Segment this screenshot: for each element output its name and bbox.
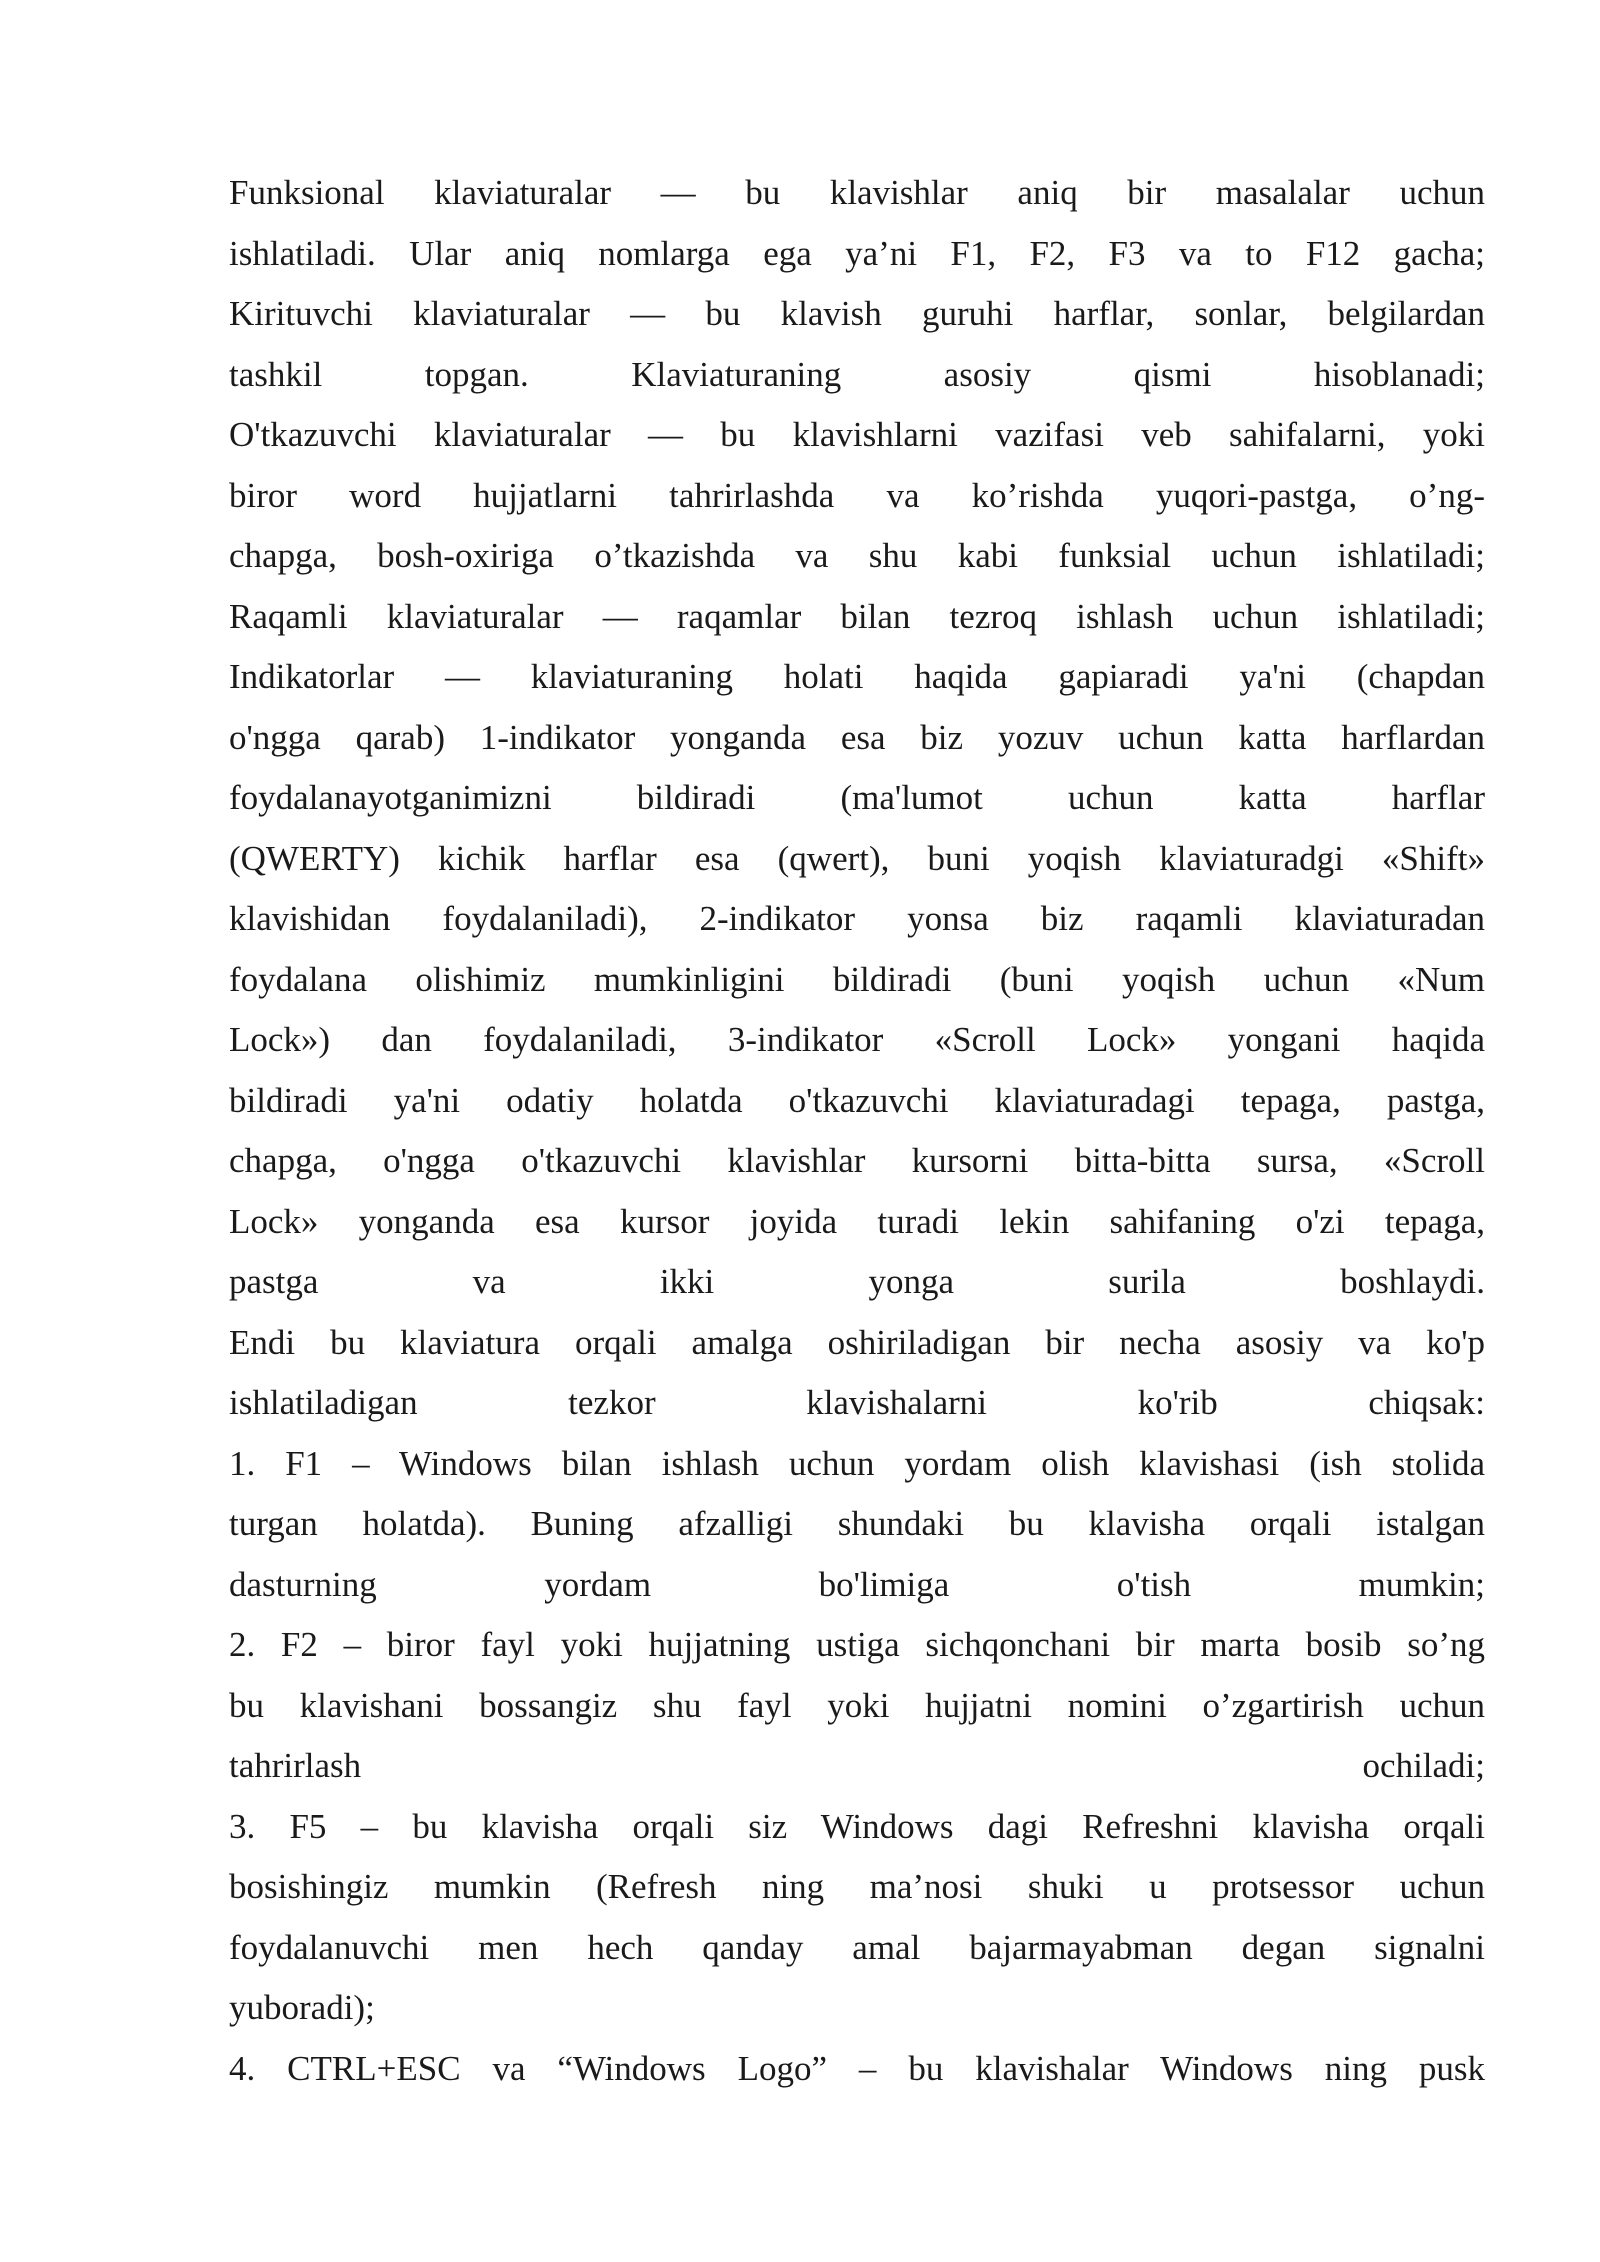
text-line: bildiradi ya'ni odatiy holatda o'tkazuvchi klaviaturadagi tepaga, pastga,	[229, 1080, 1485, 1120]
text-line: ishlatiladi. Ular aniq nomlarga ega ya’ni F1, F2, F3 va to F12 gacha;	[229, 233, 1485, 273]
text-line: Indikatorlar — klaviaturaning holati haqida gapiaradi ya'ni (chapdan	[229, 657, 1485, 696]
text-line: chapga, o'ngga o'tkazuvchi klavishlar kursorni bitta-bitta sursa, «Scroll	[229, 1141, 1485, 1180]
text-line: klavishidan foydalaniladi), 2-indikator yonsa biz raqamli klaviaturadan	[229, 899, 1485, 938]
text-line: yuboradi);	[229, 1988, 375, 2027]
body-text	[229, 163, 1485, 2099]
text-line: Raqamli klaviaturalar — raqamlar bilan tezroq ishlash uchun ishlatiladi;	[229, 596, 1485, 636]
text-line: bu klavishani bossangiz shu fayl yoki hujjatni nomini o’zgartirish uchun	[229, 1685, 1485, 1725]
text-line: turgan holatda). Buning afzalligi shundaki bu klavisha orqali istalgan	[229, 1504, 1485, 1543]
text-line: o'ngga qarab) 1-indikator yonganda esa biz yozuv uchun katta harflardan	[229, 717, 1485, 757]
text-line: 3. F5 – bu klavisha orqali siz Windows dagi Refreshni klavisha orqali	[229, 1806, 1485, 1846]
text-line: tashkil topgan. Klaviaturaning asosiy qismi hisoblanadi;	[229, 354, 1485, 394]
text-line: chapga, bosh-oxiriga o’tkazishda va shu kabi funksial uchun ishlatiladi;	[229, 536, 1485, 575]
text-line: foydalanuvchi men hech qanday amal bajarmayabman degan signalni	[229, 1927, 1485, 1967]
text-line: Lock» yonganda esa kursor joyida turadi lekin sahifaning o'zi tepaga,	[229, 1201, 1485, 1241]
text-line: 1. F1 – Windows bilan ishlash uchun yordam olish klavishasi (ish stolida	[229, 1443, 1485, 1483]
text-line: dasturning yordam bo'limiga o'tish mumkin;	[229, 1564, 1485, 1604]
text-line: pastga va ikki yonga surila boshlaydi.	[229, 1262, 1485, 1301]
text-line: foydalanayotganimizni bildiradi (ma'lumot uchun katta harflar	[229, 778, 1485, 817]
text-line: ishlatiladigan tezkor klavishalarni ko'rib chiqsak:	[229, 1383, 1485, 1422]
text-line: biror word hujjatlarni tahrirlashda va ko’rishda yuqori-pastga, o’ng-	[229, 475, 1485, 515]
text-line: 2. F2 – biror fayl yoki hujjatning ustiga sichqonchani bir marta bosib so’ng	[229, 1625, 1485, 1664]
text-line: (QWERTY) kichik harflar esa (qwert), buni yoqish klaviaturadgi «Shift»	[229, 838, 1485, 878]
text-line: O'tkazuvchi klaviaturalar — bu klavishlarni vazifasi veb sahifalarni, yoki	[229, 415, 1485, 454]
text-line: Endi bu klaviatura orqali amalga oshiriladigan bir necha asosiy va ko'p	[229, 1322, 1485, 1362]
text-line: tahrirlash ochiladi;	[229, 1746, 1485, 1785]
text-line: 4. CTRL+ESC va “Windows Logo” – bu klavishalar Windows ning pusk	[229, 2048, 1485, 2088]
text-line: Funksional klaviaturalar — bu klavishlar aniq bir masalalar uchun	[229, 173, 1485, 212]
text-line: bosishingiz mumkin (Refresh ning ma’nosi shuki u protsessor uchun	[229, 1867, 1485, 1906]
text-line: Lock») dan foydalaniladi, 3-indikator «Scroll Lock» yongani haqida	[229, 1020, 1485, 1059]
text-line: Kirituvchi klaviaturalar — bu klavish guruhi harflar, sonlar, belgilardan	[229, 294, 1485, 333]
text-line: foydalana olishimiz mumkinligini bildiradi (buni yoqish uchun «Num	[229, 959, 1485, 999]
